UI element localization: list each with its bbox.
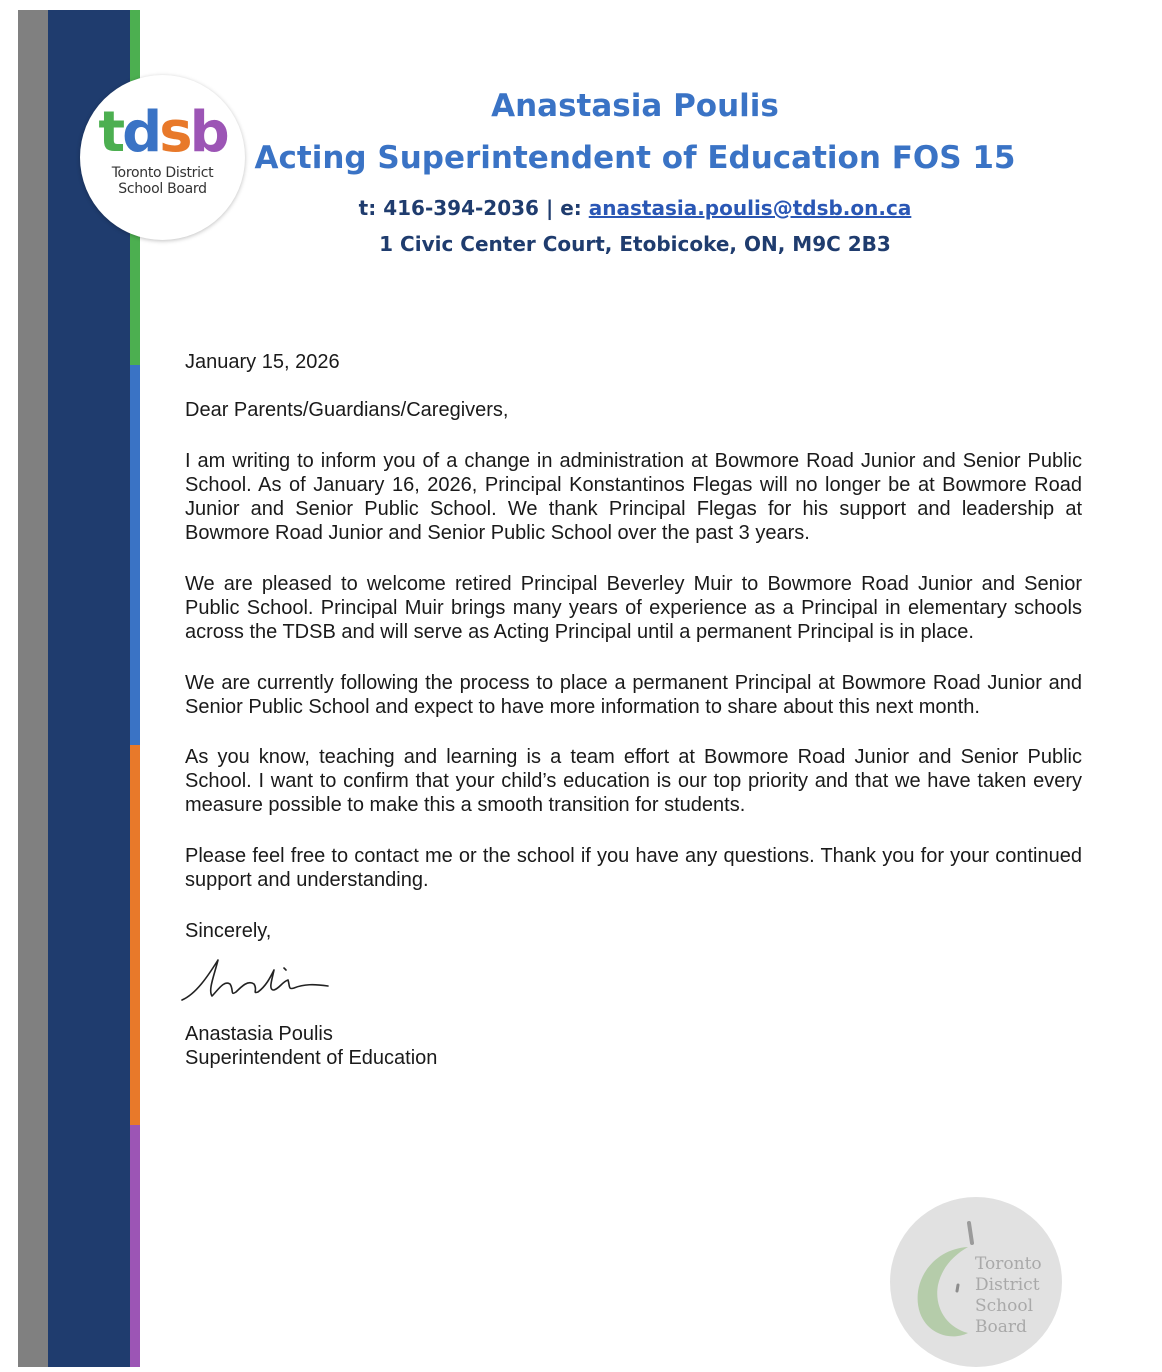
seal-line1: Toronto [975, 1254, 1042, 1274]
left-purple-strip [130, 1125, 140, 1367]
seal-line3: School [975, 1296, 1034, 1316]
logo-wordmark: tdsb [98, 100, 227, 165]
logo-line1: Toronto District [111, 165, 214, 181]
logo-line2: School Board [118, 181, 207, 197]
left-orange-strip [130, 745, 140, 1125]
left-blue-strip [130, 365, 140, 745]
letter-paragraph-3: We are currently following the process to place a permanent Principal at Bowmore Road Junior and Senior Public School and expect to have more information to share about this next month. [185, 672, 1082, 718]
logo-subtitle [80, 165, 245, 197]
seal-text [975, 1254, 1065, 1338]
contact-divider: | [545, 196, 561, 220]
email-link[interactable]: anastasia.poulis@tdsb.on.ca [588, 196, 912, 220]
handwritten-signature [178, 950, 338, 1010]
signer-title: Superintendent of Education [185, 1047, 438, 1069]
seal-line4: Board [975, 1317, 1027, 1337]
letter-paragraph-4: As you know, teaching and learning is a team effort at Bowmore Road Junior and Senior Public School. I want to confirm that your child’s education is our top priority and that we have taken every measure possible to make this a smooth transition for students. [185, 746, 1082, 816]
header-name: Anastasia Poulis [491, 88, 779, 124]
letter-closing: Sincerely, [185, 920, 272, 942]
seal-line2: District [975, 1275, 1040, 1295]
letter-salutation: Dear Parents/Guardians/Caregivers, [185, 399, 509, 421]
letter-date: January 15, 2026 [185, 351, 340, 373]
tdsb-logo [80, 75, 245, 240]
phone-number: 416-394-2036 [383, 196, 539, 220]
left-gray-bar [18, 10, 48, 1367]
phone-label: t: [358, 196, 377, 220]
header-contact [250, 196, 1020, 220]
header-role: Acting Superintendent of Education FOS 15 [254, 140, 1016, 176]
letter-paragraph-5: Please feel free to contact me or the school if you have any questions. Thank you for your continued support and understanding. [185, 845, 1082, 891]
email-label: e: [560, 196, 582, 220]
letter-paragraph-2: We are pleased to welcome retired Principal Beverley Muir to Bowmore Road Junior and Senior Public School. Principal Muir brings many years of experience as a Principal in elementary schools across the TDSB and will serve as Acting Principal until a permanent Principal is in place. [185, 573, 1082, 643]
signer-name: Anastasia Poulis [185, 1023, 333, 1045]
letter-paragraph-1: I am writing to inform you of a change in administration at Bowmore Road Junior and Senior Public School. As of January 16, 2026, Principal Konstantinos Flegas will no longer be at Bowmore Road Junior and Senior Public School. We thank Principal Flegas for his support and leadership at Bowmore Road Junior and Senior Public School over the past 3 years. [185, 450, 1082, 544]
header-address: 1 Civic Center Court, Etobicoke, ON, M9C 2B3 [379, 232, 891, 256]
